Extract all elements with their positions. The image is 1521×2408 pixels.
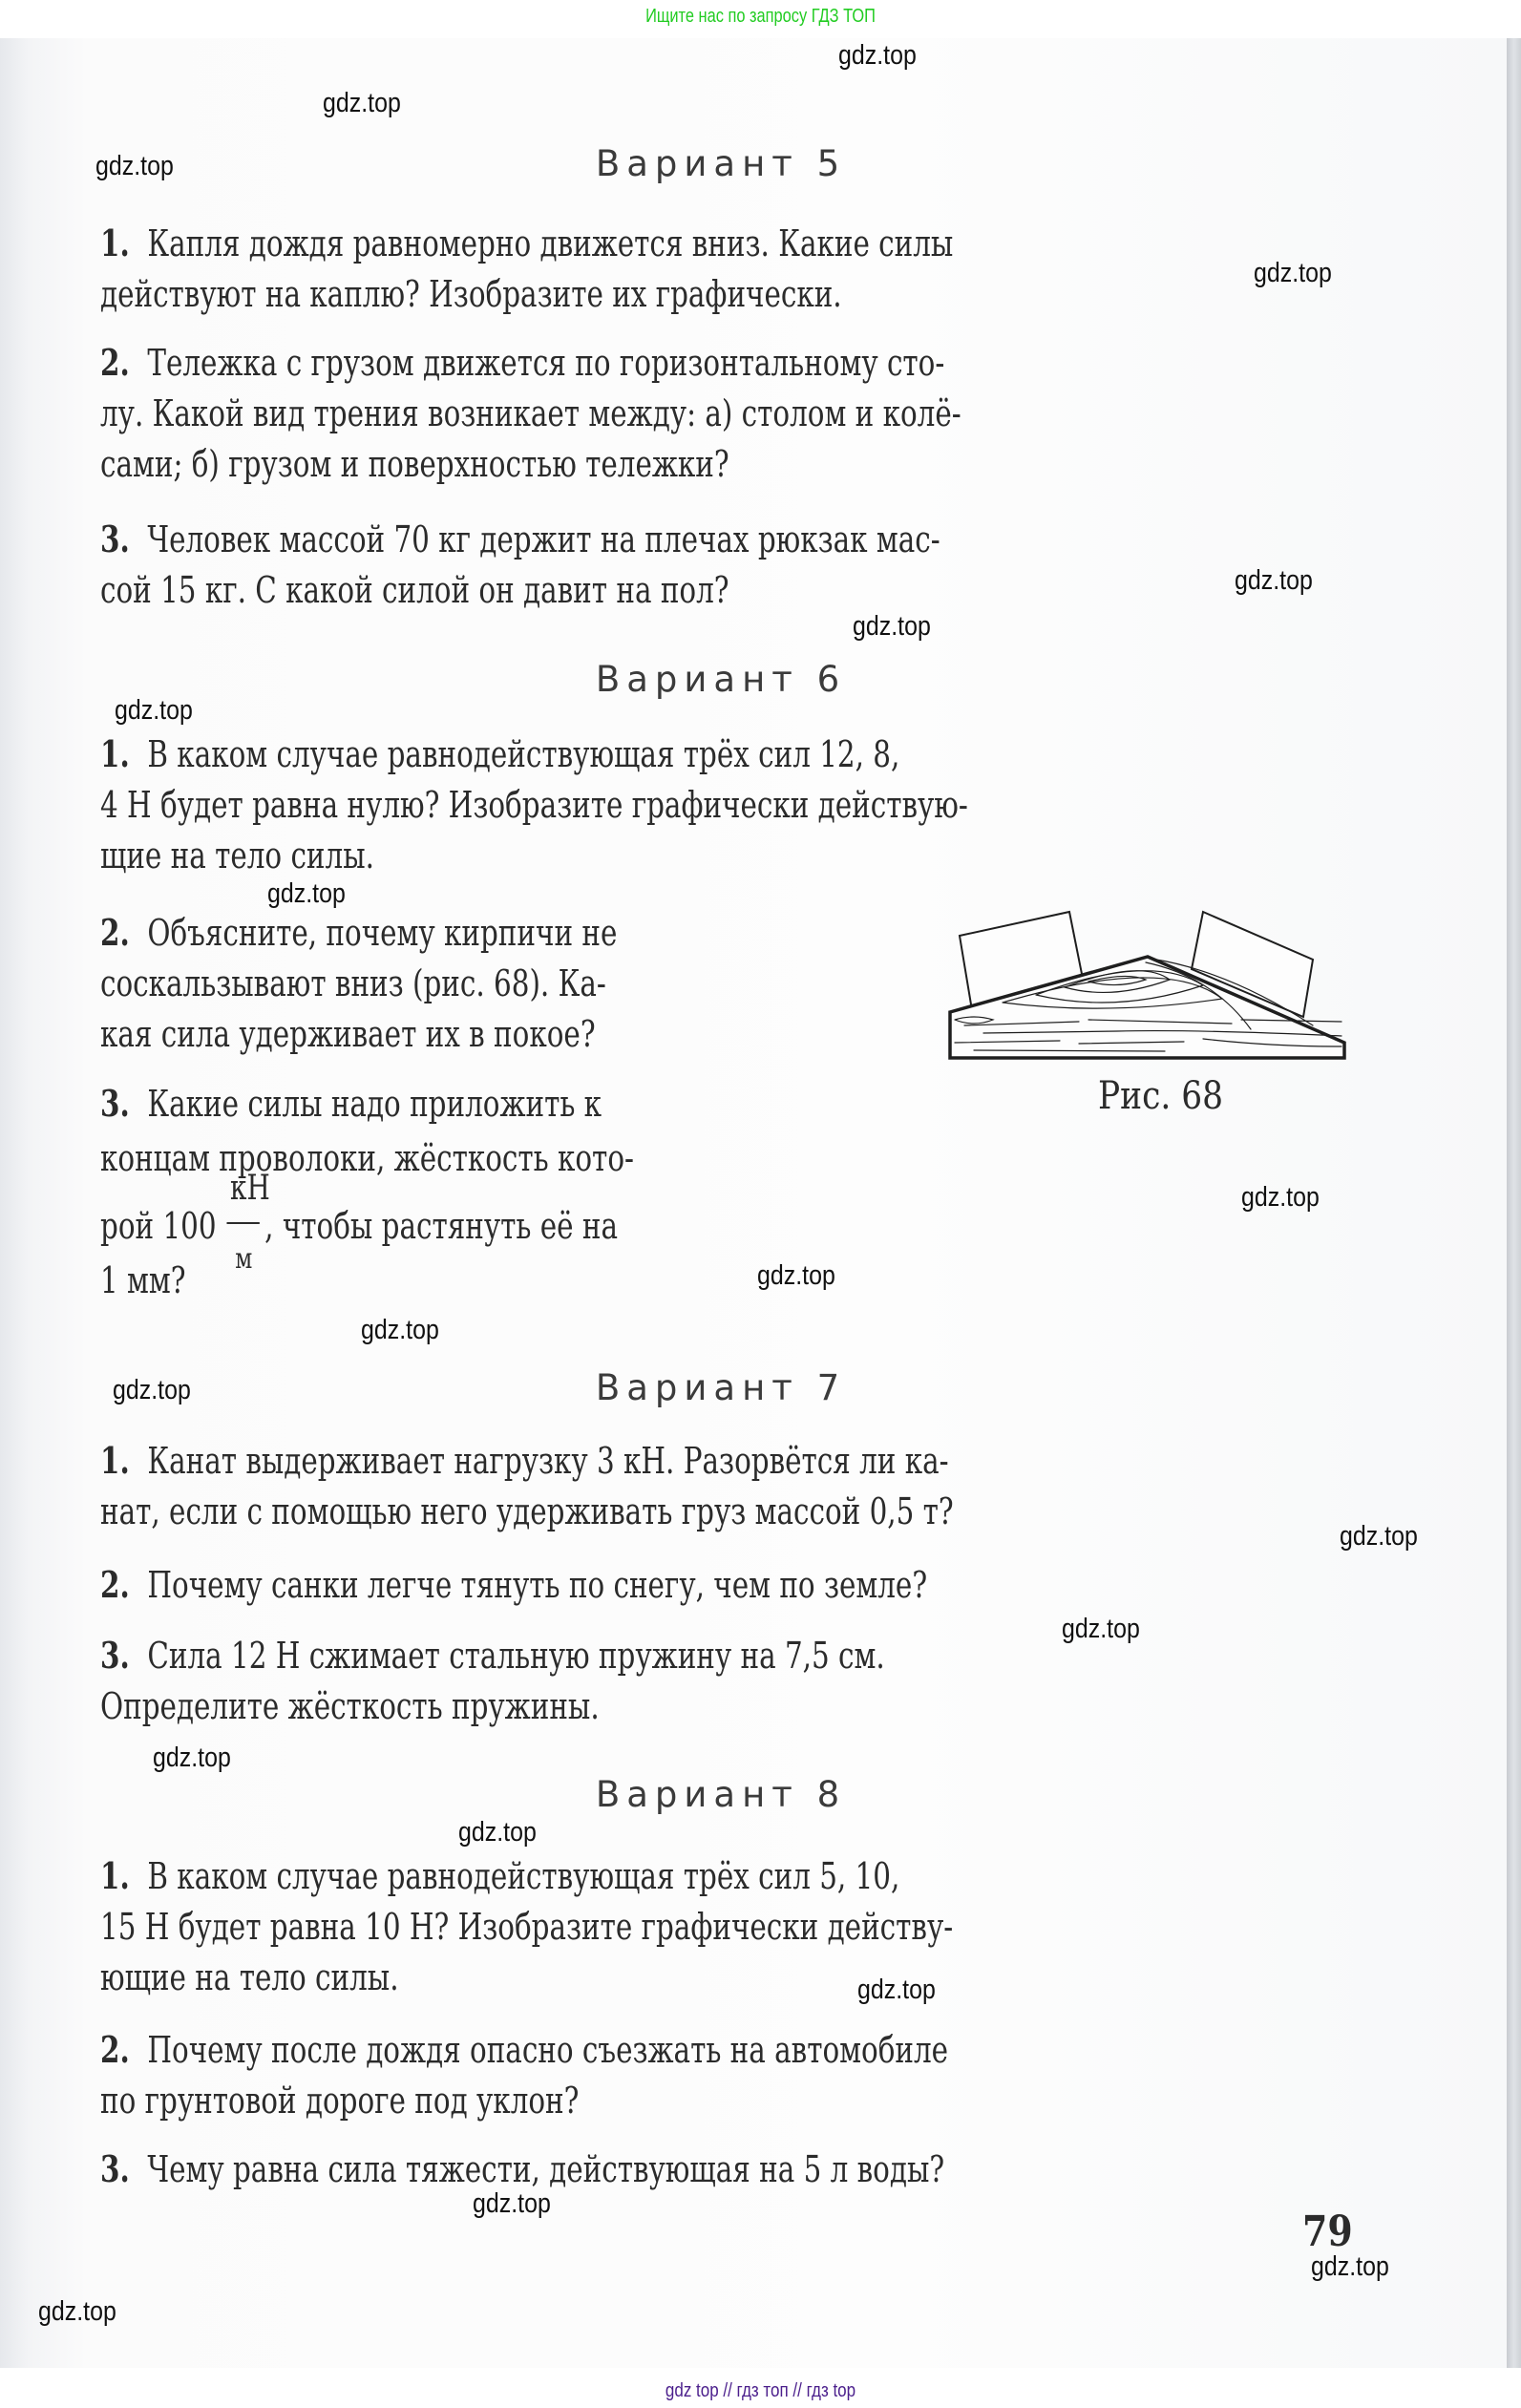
bottom-banner: gdz top // гдз топ // гдз top: [665, 2380, 856, 2401]
variant-8-item-2: [100, 2024, 1346, 2126]
item-number: 1.: [100, 732, 130, 775]
item-text: рой 100: [100, 1205, 217, 1247]
fraction-bar: [227, 1222, 260, 1224]
item-text: Чему равна сила тяжести, действующая на 5 л воды?: [147, 2148, 945, 2190]
variant-5-item-1: [100, 218, 1346, 320]
item-number: 2.: [100, 341, 130, 384]
variant-8-item-1: [100, 1850, 1346, 2003]
unit-fraction: [225, 1169, 270, 1276]
fraction-numerator: кН: [230, 1169, 270, 1208]
figure-caption: Рис. 68: [1098, 1074, 1223, 1118]
variant-5-item-3: [100, 514, 1346, 616]
item-number: 3.: [100, 1634, 130, 1677]
item-number: 1.: [100, 222, 130, 264]
watermark: gdz.top: [113, 1375, 191, 1405]
variant-8-item-3: [100, 2144, 1346, 2195]
item-text: 15 Н будет равна 10 Н? Изобразите графически действу-: [100, 1906, 954, 1948]
watermark: gdz.top: [267, 878, 346, 909]
item-text: В каком случае равнодействующая трёх сил 12, 8,: [147, 733, 900, 775]
variant-7-title: Вариант 7: [595, 1367, 847, 1408]
item-number: 3.: [100, 1082, 130, 1125]
item-number: 3.: [100, 518, 130, 560]
figure-68-bricks-on-wedge: [945, 907, 1351, 1065]
item-text: ющие на тело силы.: [100, 1956, 399, 1998]
watermark: gdz.top: [95, 151, 174, 181]
item-text: нат, если с помощью него удерживать груз массой 0,5 т?: [100, 1490, 954, 1532]
item-number: 1.: [100, 1439, 130, 1482]
item-text: 1 мм?: [100, 1259, 186, 1301]
item-text: Почему после дождя опасно съезжать на автомобиле: [147, 2029, 949, 2071]
watermark: gdz.top: [853, 611, 931, 642]
item-text: действуют на каплю? Изобразите их графически.: [100, 273, 842, 315]
watermark: gdz.top: [153, 1743, 231, 1773]
item-number: 2.: [100, 1563, 130, 1606]
page-edge: [1507, 38, 1521, 2368]
item-text: Почему санки легче тянуть по снегу, чем по земле?: [147, 1564, 928, 1606]
watermark: gdz.top: [1235, 565, 1313, 596]
watermark: gdz.top: [361, 1315, 439, 1345]
item-text: Определите жёсткость пружины.: [100, 1685, 600, 1727]
variant-5-item-2: [100, 337, 1346, 490]
watermark: gdz.top: [1062, 1614, 1140, 1644]
item-text: сой 15 кг. С какой силой он давит на пол?: [100, 569, 729, 611]
item-text: Какие силы надо приложить к: [147, 1083, 602, 1125]
watermark: gdz.top: [1340, 1521, 1418, 1552]
watermark: gdz.top: [473, 2188, 551, 2219]
watermark: gdz.top: [38, 2296, 116, 2327]
watermark: gdz.top: [1311, 2251, 1389, 2282]
item-text: 4 Н будет равна нулю? Изобразите графически действую-: [100, 784, 968, 826]
watermark: gdz.top: [838, 40, 917, 71]
variant-6-item-1: [100, 729, 1346, 881]
item-number: 1.: [100, 1854, 130, 1897]
item-text: кая сила удерживает их в покое?: [100, 1013, 596, 1055]
item-text: , чтобы растянуть её на: [264, 1205, 619, 1247]
item-number: 3.: [100, 2147, 130, 2190]
variant-7-item-1: [100, 1435, 1346, 1537]
item-text: Сила 12 Н сжимает стальную пружину на 7,5 см.: [147, 1635, 885, 1677]
watermark: gdz.top: [1241, 1182, 1320, 1213]
fraction-denominator: м: [235, 1242, 253, 1276]
item-number: 2.: [100, 911, 130, 954]
variant-6-item-2: [100, 907, 893, 1060]
item-text: щие на тело силы.: [100, 834, 374, 877]
item-text: Капля дождя равномерно движется вниз. Какие силы: [147, 222, 954, 264]
page-number: 79: [1302, 2207, 1353, 2256]
variant-8-title: Вариант 8: [595, 1774, 847, 1815]
item-text: соскальзывают вниз (рис. 68). Ка-: [100, 962, 606, 1004]
item-text: лу. Какой вид трения возникает между: а) столом и колё-: [100, 392, 961, 434]
item-text: Объясните, почему кирпичи не: [147, 912, 618, 954]
variant-7-item-2: [100, 1559, 1346, 1611]
watermark: gdz.top: [323, 88, 401, 118]
top-banner: Ищите нас по запросу ГДЗ ТОП: [645, 6, 876, 27]
item-text: сами; б) грузом и поверхностью тележки?: [100, 443, 729, 485]
variant-7-item-3: [100, 1630, 1346, 1732]
watermark: gdz.top: [458, 1817, 537, 1848]
item-text: Человек массой 70 кг держит на плечах рюкзак мас-: [147, 518, 940, 560]
watermark: gdz.top: [1254, 258, 1332, 288]
item-number: 2.: [100, 2028, 130, 2071]
item-text: концам проволоки, жёсткость кото-: [100, 1137, 634, 1179]
variant-6-title: Вариант 6: [595, 659, 847, 700]
watermark: gdz.top: [757, 1260, 835, 1291]
variant-5-title: Вариант 5: [595, 143, 847, 184]
item-text: по грунтовой дороге под уклон?: [100, 2080, 580, 2122]
item-text: В каком случае равнодействующая трёх сил 5, 10,: [147, 1855, 900, 1897]
item-text: Тележка с грузом движется по горизонтальному сто-: [147, 342, 945, 384]
watermark: gdz.top: [857, 1975, 936, 2005]
watermark: gdz.top: [115, 695, 193, 726]
item-text: Канат выдерживает нагрузку 3 кН. Разорвётся ли ка-: [147, 1440, 949, 1482]
